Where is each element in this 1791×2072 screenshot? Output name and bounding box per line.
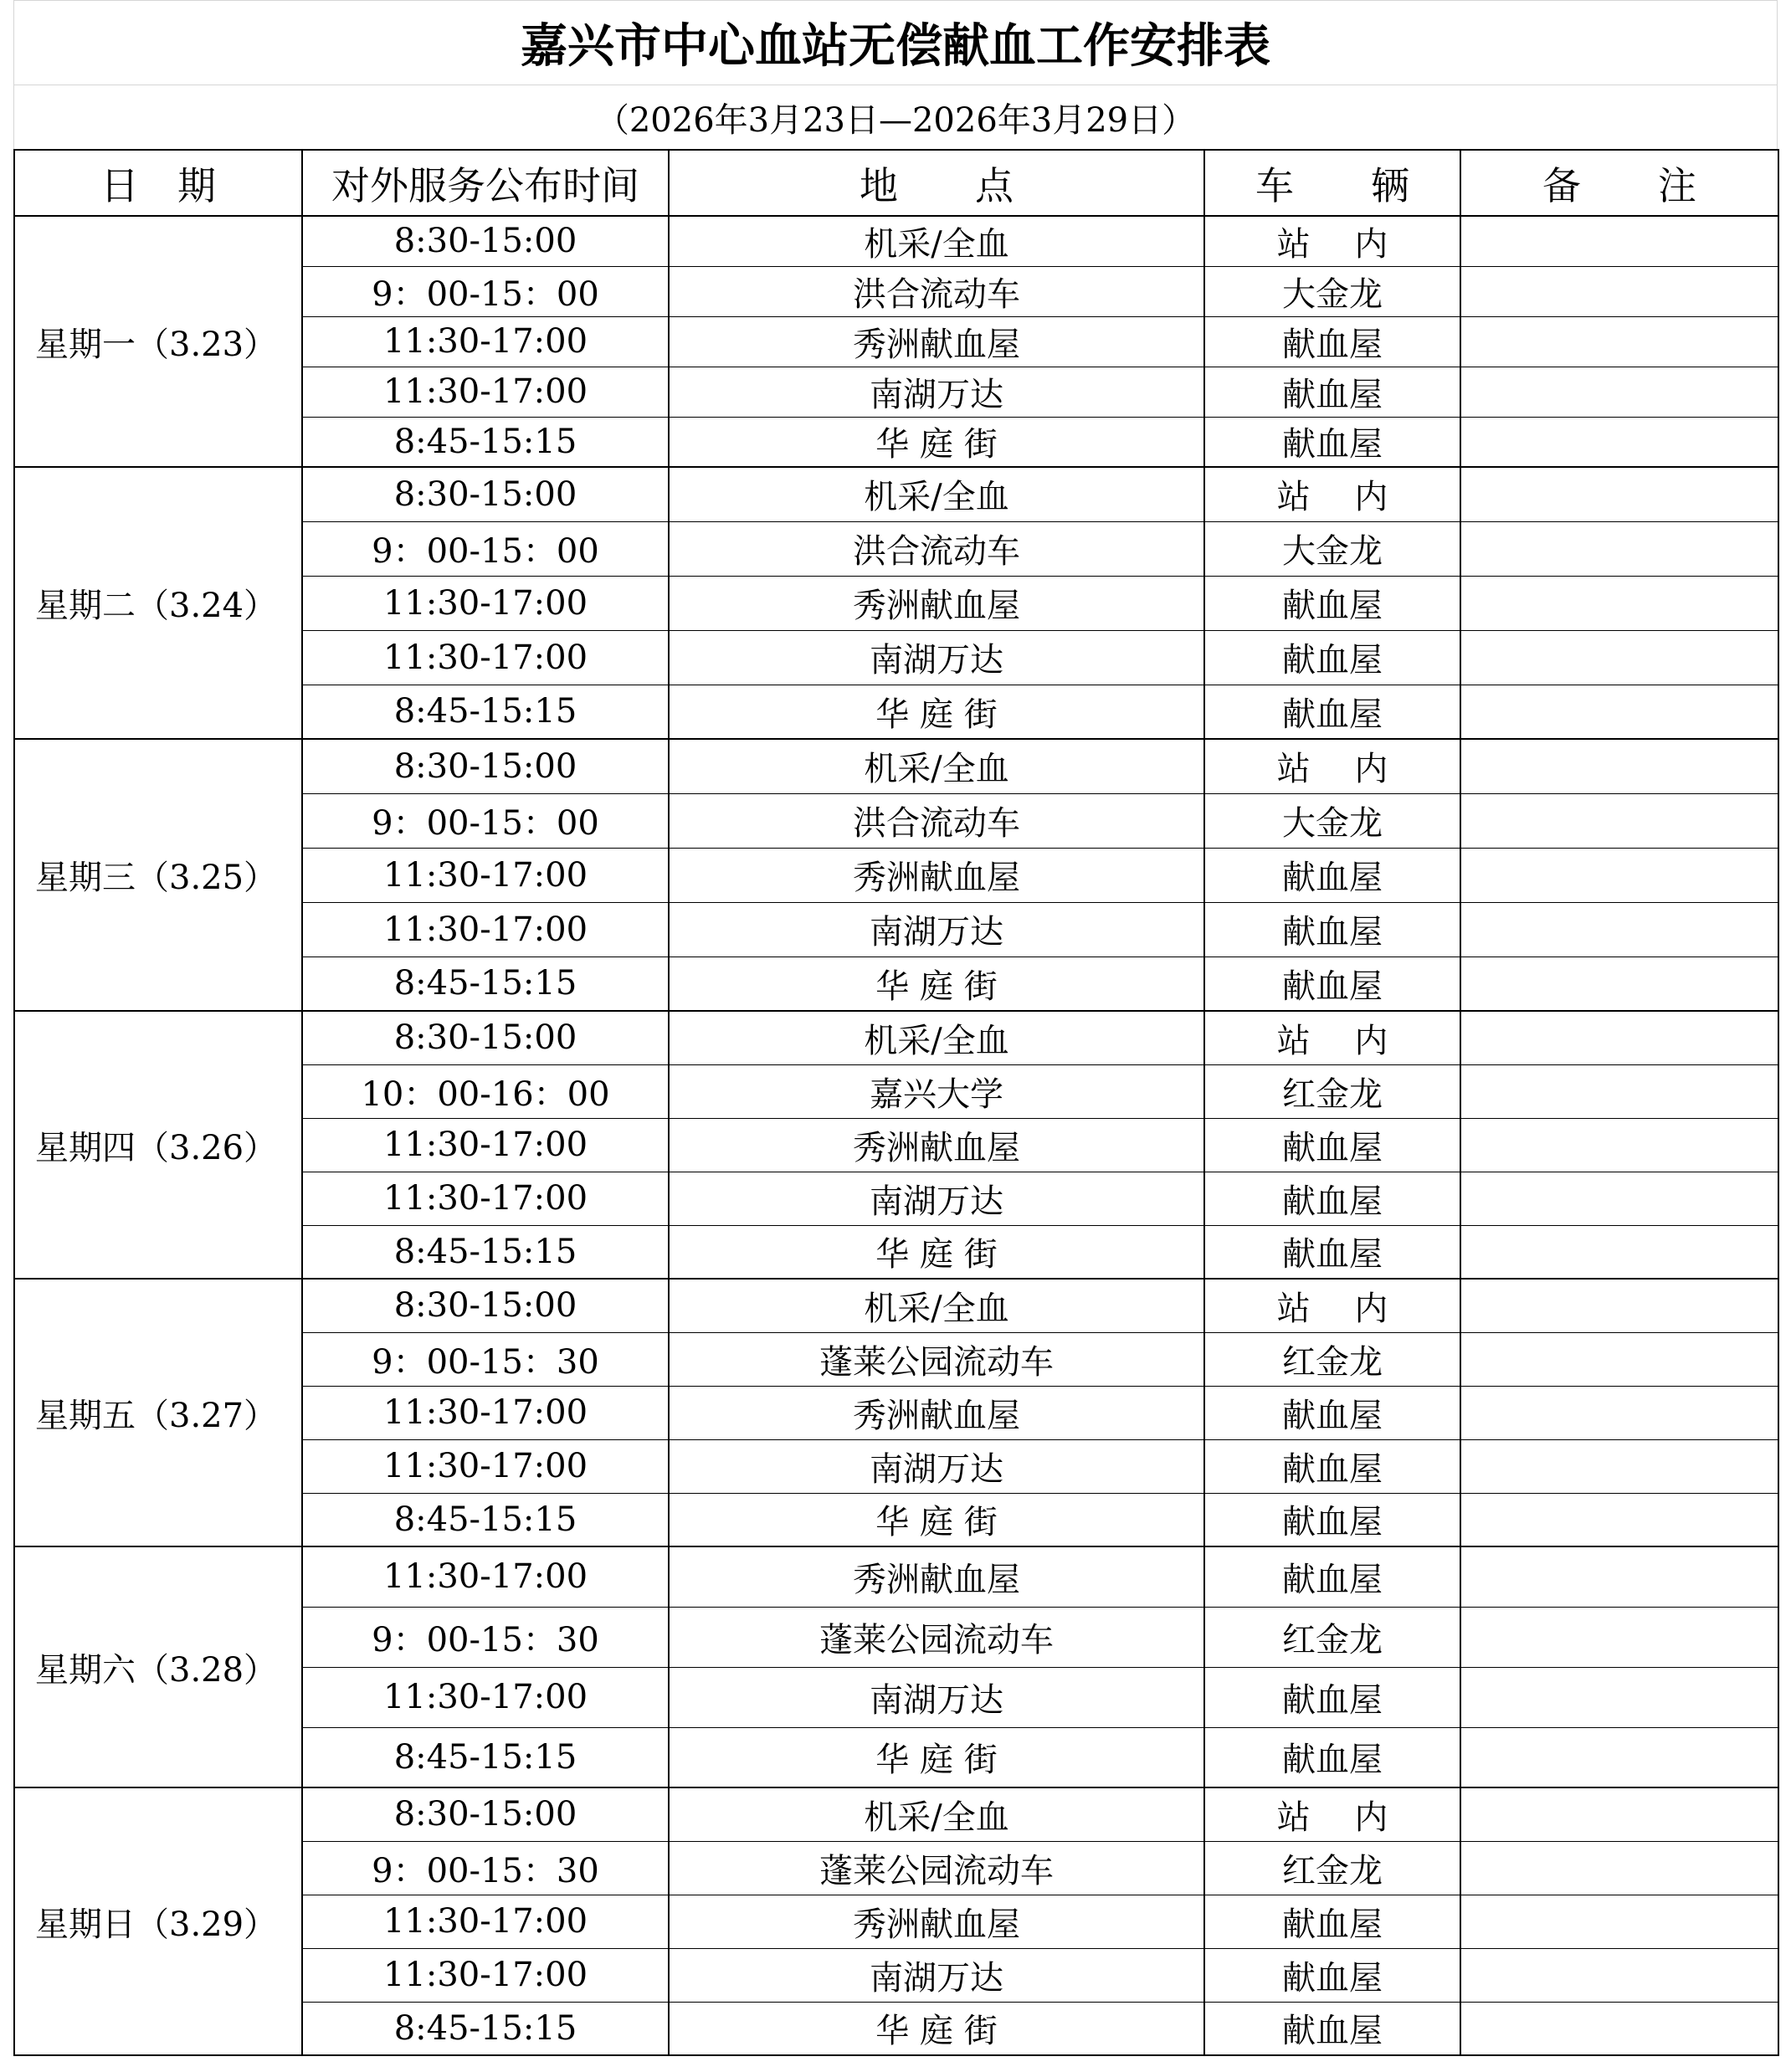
vehicle-cell: 站 内 (1204, 1011, 1460, 1064)
remark-cell (1460, 2002, 1778, 2055)
day-label: 星期一（3.23） (14, 216, 302, 467)
vehicle-cell: 献血屋 (1204, 1546, 1460, 1607)
table-row (14, 1787, 1778, 1841)
header-remark: 备 注 (1460, 150, 1778, 216)
place-cell: 机采/全血 (669, 1279, 1204, 1332)
time-cell: 10：00-16：00 (302, 1064, 669, 1118)
place-cell: 秀洲献血屋 (669, 1895, 1204, 1948)
place-cell: 华 庭 街 (669, 417, 1204, 467)
remark-cell (1460, 1386, 1778, 1439)
place-cell: 华 庭 街 (669, 685, 1204, 739)
vehicle-cell: 献血屋 (1204, 576, 1460, 630)
page-title: 嘉兴市中心血站无偿献血工作安排表 (13, 0, 1778, 85)
day-label: 星期三（3.25） (14, 739, 302, 1011)
place-cell: 秀洲献血屋 (669, 848, 1204, 902)
remark-cell (1460, 793, 1778, 848)
time-cell: 11:30-17:00 (302, 1948, 669, 2002)
place-cell: 南湖万达 (669, 1948, 1204, 2002)
vehicle-cell: 献血屋 (1204, 957, 1460, 1011)
time-cell: 11:30-17:00 (302, 367, 669, 417)
remark-cell (1460, 1607, 1778, 1667)
time-cell: 11:30-17:00 (302, 576, 669, 630)
header-vehicle: 车 辆 (1204, 150, 1460, 216)
time-cell: 8:30-15:00 (302, 1787, 669, 1841)
remark-cell (1460, 630, 1778, 685)
remark-cell (1460, 1948, 1778, 2002)
time-cell: 11:30-17:00 (302, 1546, 669, 1607)
place-cell: 秀洲献血屋 (669, 1546, 1204, 1607)
vehicle-cell: 献血屋 (1204, 902, 1460, 957)
place-cell: 南湖万达 (669, 1172, 1204, 1225)
schedule-body (14, 216, 1778, 2055)
remark-cell (1460, 417, 1778, 467)
table-row (14, 1546, 1778, 1607)
place-cell: 机采/全血 (669, 739, 1204, 793)
place-cell: 洪合流动车 (669, 793, 1204, 848)
place-cell: 蓬莱公园流动车 (669, 1332, 1204, 1386)
remark-cell (1460, 316, 1778, 367)
vehicle-cell: 大金龙 (1204, 793, 1460, 848)
vehicle-cell: 献血屋 (1204, 1948, 1460, 2002)
vehicle-cell: 献血屋 (1204, 1118, 1460, 1172)
time-cell: 11:30-17:00 (302, 1439, 669, 1493)
vehicle-cell: 站 内 (1204, 467, 1460, 521)
remark-cell (1460, 1667, 1778, 1727)
day-label: 星期六（3.28） (14, 1546, 302, 1787)
table-row (14, 1011, 1778, 1064)
place-cell: 南湖万达 (669, 1667, 1204, 1727)
time-cell: 11:30-17:00 (302, 1386, 669, 1439)
time-cell: 8:45-15:15 (302, 685, 669, 739)
day-label: 星期日（3.29） (14, 1787, 302, 2055)
place-cell: 机采/全血 (669, 467, 1204, 521)
vehicle-cell: 献血屋 (1204, 1895, 1460, 1948)
day-label: 星期二（3.24） (14, 467, 302, 739)
vehicle-cell: 献血屋 (1204, 367, 1460, 417)
place-cell: 南湖万达 (669, 1439, 1204, 1493)
place-cell: 华 庭 街 (669, 1727, 1204, 1787)
time-cell: 11:30-17:00 (302, 902, 669, 957)
time-cell: 8:45-15:15 (302, 1225, 669, 1279)
vehicle-cell: 站 内 (1204, 1279, 1460, 1332)
place-cell: 华 庭 街 (669, 1493, 1204, 1546)
time-cell: 11:30-17:00 (302, 1667, 669, 1727)
time-cell: 11:30-17:00 (302, 1172, 669, 1225)
place-cell: 华 庭 街 (669, 1225, 1204, 1279)
table-row (14, 1279, 1778, 1332)
remark-cell (1460, 1546, 1778, 1607)
vehicle-cell: 大金龙 (1204, 521, 1460, 576)
remark-cell (1460, 1895, 1778, 1948)
time-cell: 8:30-15:00 (302, 1011, 669, 1064)
remark-cell (1460, 1439, 1778, 1493)
remark-cell (1460, 576, 1778, 630)
schedule-table (13, 149, 1779, 2056)
place-cell: 秀洲献血屋 (669, 576, 1204, 630)
remark-cell (1460, 1118, 1778, 1172)
place-cell: 嘉兴大学 (669, 1064, 1204, 1118)
vehicle-cell: 站 内 (1204, 739, 1460, 793)
vehicle-cell: 献血屋 (1204, 685, 1460, 739)
time-cell: 8:45-15:15 (302, 1727, 669, 1787)
vehicle-cell: 站 内 (1204, 216, 1460, 266)
remark-cell (1460, 1011, 1778, 1064)
place-cell: 洪合流动车 (669, 521, 1204, 576)
remark-cell (1460, 216, 1778, 266)
remark-cell (1460, 467, 1778, 521)
place-cell: 机采/全血 (669, 216, 1204, 266)
table-row (14, 739, 1778, 793)
vehicle-cell: 献血屋 (1204, 848, 1460, 902)
vehicle-cell: 献血屋 (1204, 1667, 1460, 1727)
place-cell: 南湖万达 (669, 367, 1204, 417)
remark-cell (1460, 902, 1778, 957)
time-cell: 8:30-15:00 (302, 467, 669, 521)
place-cell: 秀洲献血屋 (669, 1386, 1204, 1439)
time-cell: 8:30-15:00 (302, 739, 669, 793)
vehicle-cell: 红金龙 (1204, 1607, 1460, 1667)
place-cell: 机采/全血 (669, 1787, 1204, 1841)
time-cell: 8:30-15:00 (302, 216, 669, 266)
remark-cell (1460, 685, 1778, 739)
header-date: 日 期 (14, 150, 302, 216)
time-cell: 9：00-15：30 (302, 1607, 669, 1667)
place-cell: 蓬莱公园流动车 (669, 1841, 1204, 1895)
header-place: 地 点 (669, 150, 1204, 216)
remark-cell (1460, 1841, 1778, 1895)
vehicle-cell: 红金龙 (1204, 1841, 1460, 1895)
schedule-sheet (13, 0, 1778, 2056)
table-row (14, 216, 1778, 266)
time-cell: 8:30-15:00 (302, 1279, 669, 1332)
vehicle-cell: 献血屋 (1204, 1225, 1460, 1279)
day-label: 星期五（3.27） (14, 1279, 302, 1546)
day-label: 星期四（3.26） (14, 1011, 302, 1279)
vehicle-cell: 献血屋 (1204, 1439, 1460, 1493)
vehicle-cell: 献血屋 (1204, 1172, 1460, 1225)
header-time: 对外服务公布时间 (302, 150, 669, 216)
vehicle-cell: 献血屋 (1204, 630, 1460, 685)
remark-cell (1460, 1727, 1778, 1787)
place-cell: 秀洲献血屋 (669, 1118, 1204, 1172)
remark-cell (1460, 739, 1778, 793)
vehicle-cell: 献血屋 (1204, 417, 1460, 467)
remark-cell (1460, 957, 1778, 1011)
place-cell: 南湖万达 (669, 630, 1204, 685)
time-cell: 8:45-15:15 (302, 417, 669, 467)
vehicle-cell: 站 内 (1204, 1787, 1460, 1841)
remark-cell (1460, 1064, 1778, 1118)
header-row (14, 150, 1778, 216)
time-cell: 11:30-17:00 (302, 630, 669, 685)
time-cell: 9：00-15：00 (302, 521, 669, 576)
time-cell: 8:45-15:15 (302, 1493, 669, 1546)
remark-cell (1460, 1225, 1778, 1279)
time-cell: 8:45-15:15 (302, 2002, 669, 2055)
place-cell: 洪合流动车 (669, 266, 1204, 316)
vehicle-cell: 红金龙 (1204, 1332, 1460, 1386)
time-cell: 9：00-15：00 (302, 793, 669, 848)
place-cell: 南湖万达 (669, 902, 1204, 957)
vehicle-cell: 献血屋 (1204, 316, 1460, 367)
place-cell: 机采/全血 (669, 1011, 1204, 1064)
remark-cell (1460, 848, 1778, 902)
time-cell: 9：00-15：30 (302, 1841, 669, 1895)
time-cell: 9：00-15：00 (302, 266, 669, 316)
remark-cell (1460, 1332, 1778, 1386)
remark-cell (1460, 1172, 1778, 1225)
vehicle-cell: 献血屋 (1204, 1493, 1460, 1546)
place-cell: 华 庭 街 (669, 2002, 1204, 2055)
remark-cell (1460, 1493, 1778, 1546)
vehicle-cell: 大金龙 (1204, 266, 1460, 316)
time-cell: 11:30-17:00 (302, 316, 669, 367)
remark-cell (1460, 521, 1778, 576)
place-cell: 蓬莱公园流动车 (669, 1607, 1204, 1667)
time-cell: 11:30-17:00 (302, 848, 669, 902)
place-cell: 华 庭 街 (669, 957, 1204, 1011)
remark-cell (1460, 1279, 1778, 1332)
time-cell: 11:30-17:00 (302, 1895, 669, 1948)
vehicle-cell: 献血屋 (1204, 2002, 1460, 2055)
table-row (14, 467, 1778, 521)
vehicle-cell: 献血屋 (1204, 1727, 1460, 1787)
remark-cell (1460, 367, 1778, 417)
remark-cell (1460, 1787, 1778, 1841)
remark-cell (1460, 266, 1778, 316)
time-cell: 11:30-17:00 (302, 1118, 669, 1172)
time-cell: 8:45-15:15 (302, 957, 669, 1011)
date-range-subtitle: （2026年3月23日—2026年3月29日） (13, 85, 1778, 149)
time-cell: 9：00-15：30 (302, 1332, 669, 1386)
place-cell: 秀洲献血屋 (669, 316, 1204, 367)
vehicle-cell: 红金龙 (1204, 1064, 1460, 1118)
vehicle-cell: 献血屋 (1204, 1386, 1460, 1439)
